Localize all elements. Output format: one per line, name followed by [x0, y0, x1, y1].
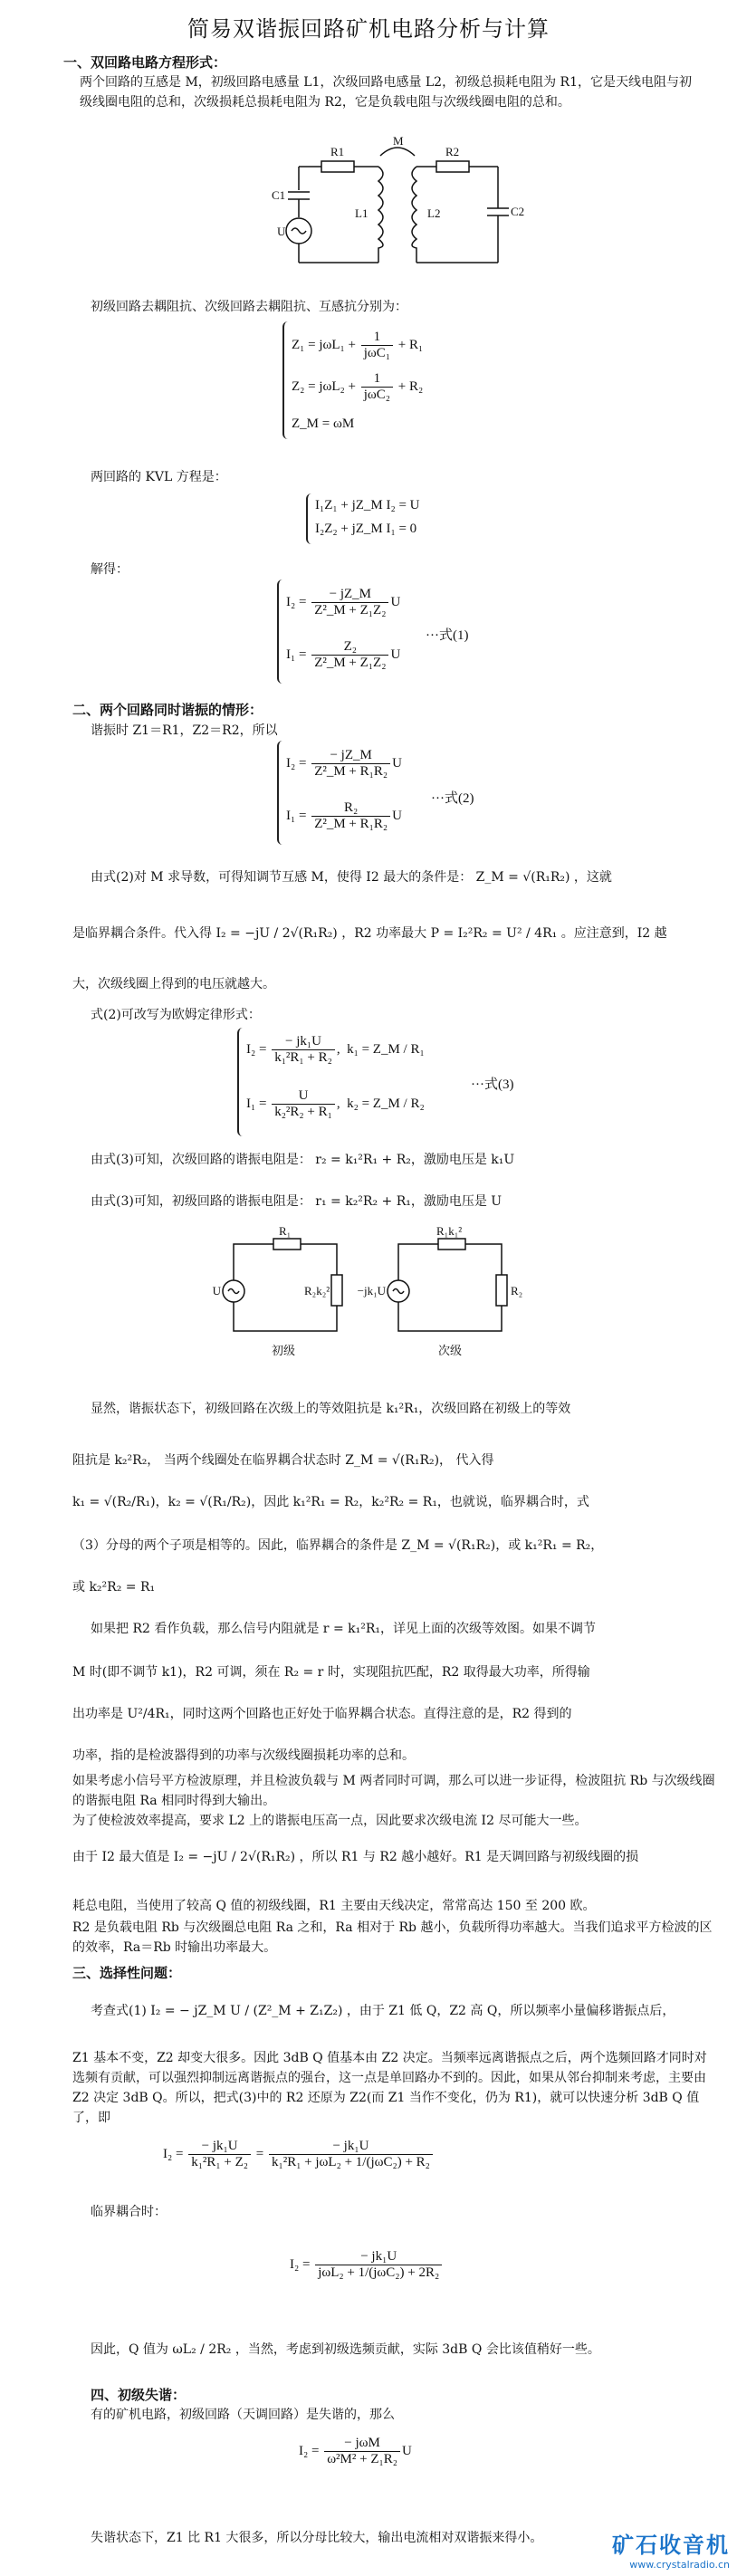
paragraph: 由式(3)可知，次级回路的谐振电阻是： r₂ = k₁²R₁ + R₂，激励电压是 k₁U: [91, 1153, 515, 1167]
section-heading-4: 四、初级失谐：: [91, 2387, 187, 2403]
detuned-eq: I₂ = $\frac{\text{− jωM}}{\text{ω²M² + Z₁R₂}}$ U: [299, 2436, 412, 2466]
section-heading-3: 三、选择性问题：: [72, 1965, 182, 1981]
paragraph: 式(2)可改写为欧姆定律形式：: [91, 1008, 261, 1022]
equivalent-circuits-figure: [212, 1224, 525, 1373]
page-title: 简易双谐振回路矿机电路分析与计算: [187, 16, 550, 42]
paragraph: 两回路的 KVL 方程是：: [91, 470, 227, 484]
fig-label: R₂: [511, 1284, 523, 1298]
paragraph: R2 是负载电阻 Rb 与次级圈总电阻 Ra 之和，Ra 相对于 Rb 越小，负载所得功率越大。当我们追求平方检波的区的效率，Ra＝Rb 时输出功率最大。: [72, 1920, 713, 1955]
svg-text:L2: L2: [427, 206, 441, 220]
resistor-r2: [436, 161, 469, 172]
coupled-circuit-diagram: [272, 136, 525, 281]
equation-brace: [277, 741, 286, 845]
fig-label: R₁k₁²: [436, 1224, 463, 1238]
paragraph: 临界耦合时：: [91, 2205, 167, 2219]
inductor-l1: [378, 167, 383, 263]
watermark-url: www.crystalradio.cn: [629, 2559, 730, 2571]
resonance-i2: I₂ = $\frac{- jZ\_M}{\text{Z²\_M + R₁R₂}}$ U: [286, 748, 402, 779]
svg-text:R1: R1: [330, 145, 345, 158]
paragraph: 或 k₂²R₂ = R₁: [72, 1580, 156, 1594]
fig-label: 初级: [272, 1344, 296, 1357]
equation-zm: Z_M = ωM: [292, 417, 355, 431]
equation-tag: ···式(3): [471, 1077, 514, 1092]
paragraph: 显然，谐振状态下，初级回路在次级上的等效阻抗是 k₁²R₁，次级回路在初级上的等效: [91, 1402, 571, 1416]
equation-tag: ···式(2): [431, 791, 474, 806]
ohm-form-i2: I₂ = $\frac{\text{− jk₁U}}{\text{k₁²R₁ + R₂}}$ , k₁ = Z_M / R₁: [246, 1034, 425, 1065]
section-heading-1: 一、双回路电路方程形式：: [63, 54, 227, 71]
paragraph: M 时(即不调节 k1)，R2 可调，须在 R₂ = r 时，实现阻抗匹配，R2 取得最大功率，所得输: [72, 1665, 590, 1680]
svg-text:L1: L1: [355, 206, 368, 220]
paragraph: 由于 I2 最大值是 I₂ = −jU / 2√(R₁R₂) ，所以 R1 与 R2 越小越好。R1 是天调回路与初级线圈的损: [72, 1850, 639, 1864]
watermark-title: 矿石收音机: [612, 2533, 730, 2558]
paragraph: 有的矿机电路，初级回路（天调回路）是失谐的，那么: [91, 2408, 395, 2422]
fig-label: U: [212, 1284, 221, 1298]
svg-text:R2: R2: [445, 145, 460, 158]
paragraph: 为了使检波效率提高，要求 L2 上的谐振电压高一点，因此要求次级电流 I2 尽可能大一些。: [72, 1814, 588, 1828]
paragraph: k₁ = √(R₂/R₁)，k₂ = √(R₁/R₂)，因此 k₁²R₁ = R₂，k₂²R₂ = R₁，也就说，临界耦合时，式: [72, 1495, 589, 1509]
fig-label: −jk₁U: [357, 1284, 386, 1298]
equation-brace: [306, 493, 315, 544]
resonance-i1: I₁ = $\frac{\text{R₂}}{\text{Z²\_M + R₁R₂}}$ U: [286, 800, 402, 831]
solution-i1: I₁ = $\frac{\text{Z₂}}{\text{Z²\_M + Z₁Z₂}}$ U: [286, 639, 401, 670]
ohm-form-i1: I₁ = $\frac{U}{\text{k₂²R₂ + R₁}}$ , k₂ = Z_M / R₂: [246, 1088, 425, 1119]
equation-z2: Z₂ = jωL₂ + $\frac{1}{\text{jωC₂}}$ + R₂: [292, 371, 424, 402]
equation-brace: [237, 1028, 246, 1136]
paragraph: 由式(3)可知，初级回路的谐振电阻是： r₁ = k₂²R₂ + R₁，激励电压是 U: [91, 1194, 502, 1209]
paragraph: 耗总电阻，当使用了较高 Q 值的初级线圈，R1 主要由天线决定，常常高达 150 至 200 欧。: [72, 1899, 596, 1913]
paragraph: 两个回路的互感是 M，初级回路电感量 L1，次级回路电感量 L2，初级总损耗电阻为 R1，它是天线电阻与初级线圈电阻的总和，次级损耗总损耗电阻为 R2，它是负载电阻与次级线圈电阻的总和。: [80, 75, 692, 110]
svg-text:M: M: [393, 134, 404, 148]
watermark: [612, 2527, 730, 2571]
svg-text:C2: C2: [511, 205, 525, 218]
paragraph: 是临界耦合条件。代入得 I₂ = −jU / 2√(R₁R₂) ，R2 功率最大 P = I₂²R₂ = U² / 4R₁ 。应注意到，I2 越: [72, 926, 667, 941]
paragraph: 由式(2)对 M 求导数，可得知调节互感 M，使得 I2 最大的条件是： Z_M = √(R₁R₂) ，这就: [91, 870, 612, 885]
selectivity-eq: I₂ = $\frac{\text{− jk₁U}}{\text{k₁²R₁ + Z₂}}$ = $\frac{\text{− jk₁U}}{\text{k₁²R₁ + jωL₂ + 1/(jωC₂) + R₂}}$: [163, 2139, 435, 2170]
fig-label: R₁: [279, 1224, 292, 1238]
svg-text:C1: C1: [272, 188, 286, 202]
solution-i2: I₂ = $\frac{- jZ\_M}{\text{Z²\_M + Z₁Z₂}}$ U: [286, 587, 401, 618]
paragraph: 如果把 R2 看作负载，那么信号内阻就是 r = k₁²R₁，详见上面的次级等效图。如果不调节: [91, 1622, 596, 1636]
kvl-eq-2: I₂Z₂ + jZ_M I₁ = 0: [315, 522, 417, 536]
paragraph: （3）分母的两个子项是相等的。因此，临界耦合的条件是 Z_M = √(R₁R₂)，或 k₁²R₁ = R₂，: [72, 1538, 604, 1553]
inductor-l2: [412, 167, 416, 263]
kvl-eq-1: I₁Z₁ + jZ_M I₂ = U: [315, 498, 420, 512]
equation-z1: Z₁ = jωL₁ + $\frac{1}{\text{jωC₁}}$ + R₁: [292, 330, 424, 360]
resistor-r1: [321, 161, 354, 172]
paragraph: 解得：: [91, 562, 129, 577]
paragraph: 谐振时 Z1＝R1，Z2＝R2，所以: [91, 723, 278, 738]
equation-tag: ···式(1): [426, 628, 469, 643]
paragraph: 如果考虑小信号平方检波原理，并且检波负载与 M 两者同时可调，那么可以进一步证得，检波阻抗 Rb 与次级线圈的谐振电阻 Ra 相同时得到大输出。: [72, 1774, 715, 1808]
critical-coupling-eq: I₂ = $\frac{\text{− jk₁U}}{\text{jωL₂ + 1/(jωC₂) + 2R₂}}$: [290, 2249, 444, 2281]
equation-brace: [282, 321, 292, 439]
paragraph: 考查式(1) I₂ = − jZ_M U / (Z²_M + Z₁Z₂) ，由于 Z1 低 Q，Z2 高 Q，所以频率小量偏移谐振点后，: [91, 2004, 675, 2018]
paragraph: 出功率是 U²/4R₁，同时这两个回路也正好处于临界耦合状态。直得注意的是，R2 得到的: [72, 1707, 572, 1721]
paragraph: 失谐状态下，Z1 比 R1 大很多，所以分母比较大，输出电流相对双谐振来得小。: [91, 2531, 543, 2545]
fig-label: 次级: [438, 1344, 463, 1357]
fig-label: R₂k₂²: [304, 1284, 330, 1298]
svg-text:U: U: [277, 225, 286, 238]
section-heading-2: 二、两个回路同时谐振的情形：: [72, 702, 263, 718]
paragraph: 功率，指的是检波器得到的功率与次级线圈损耗功率的总和。: [72, 1748, 415, 1763]
paragraph: 初级回路去耦阻抗、次级回路去耦阻抗、互感抗分别为：: [91, 300, 407, 314]
paragraph: 大，次级线圈上得到的电压就越大。: [72, 977, 275, 991]
paragraph: 因此，Q 值为 ωL₂ / 2R₂ ，当然，考虑到初级选频贡献，实际 3dB Q 会比该值稍好一些。: [91, 2342, 600, 2357]
paragraph: Z1 基本不变，Z2 却变大很多。因此 3dB Q 值基本由 Z2 决定。当频率远离谐振点之后，两个选频回路才同时对选频有贡献，可以强烈抑制远离谐振点的强台，这一点是单回路办不到的。因此，如果从邻台抑制来考虑，主要由 Z2 决定 3dB Q。所以，把式(3)中的 R2 还原为 Z2(而 Z1 当作不变化，仍为 R1)，就可以快速分析 3dB Q 值了，即: [72, 2051, 707, 2125]
paragraph: 阻抗是 k₂²R₂， 当两个线圈处在临界耦合状态时 Z_M = √(R₁R₂)， 代入得: [72, 1453, 494, 1468]
equation-brace: [277, 579, 286, 684]
